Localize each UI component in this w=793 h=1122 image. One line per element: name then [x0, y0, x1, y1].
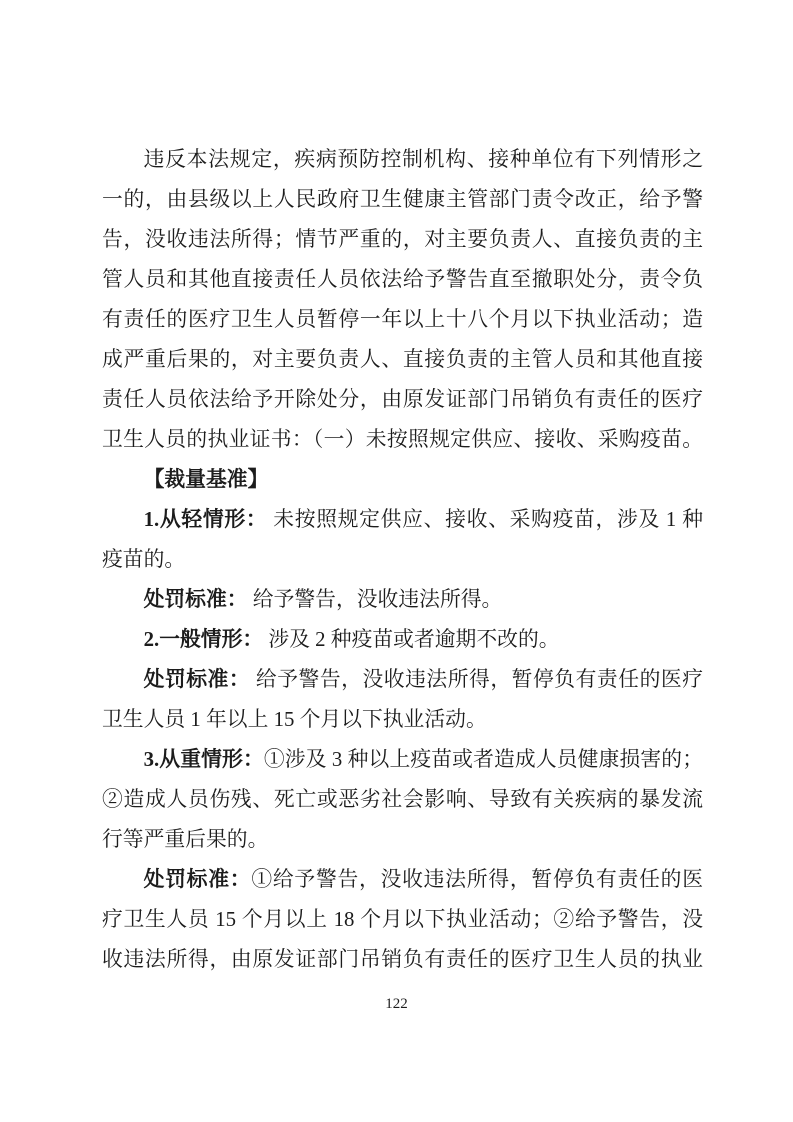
text-run: 成严重后果的，对主要负责人、直接负责的主管人员和其他直接 [102, 348, 703, 371]
text-line [102, 420, 703, 460]
page-number: 122 [385, 996, 408, 1012]
text-line [102, 260, 703, 300]
text-line [102, 620, 703, 660]
bold-label: 2.一般情形： [143, 628, 264, 651]
bold-label: 处罚标准： [143, 668, 251, 691]
text-run: ①涉及 3 种以上疫苗或者造成人员健康损害的； [263, 748, 703, 771]
text-run: 违反本法规定，疾病预防控制机构、接种单位有下列情形之 [143, 148, 703, 171]
text-run: 告，没收违法所得；情节严重的，对主要负责人、直接负责的主 [102, 228, 703, 251]
text-line [102, 540, 703, 580]
text-line [102, 340, 703, 380]
text-line [102, 220, 703, 260]
text-line [102, 380, 703, 420]
text-line [102, 900, 703, 940]
bold-label: 3.从重情形： [143, 748, 264, 771]
text-line [102, 940, 703, 980]
text-line [102, 500, 703, 540]
text-line [102, 660, 703, 700]
text-run: 卫生人员 1 年以上 15 个月以下执业活动。 [102, 708, 487, 731]
text-run: 一的，由县级以上人民政府卫生健康主管部门责令改正，给予警 [102, 188, 703, 211]
text-line [102, 140, 703, 180]
bold-label: 处罚标准： [143, 588, 248, 611]
text-line [102, 580, 703, 620]
text-run: 未按照规定供应、接收、采购疫苗，涉及 1 种 [267, 508, 703, 531]
text-run: ①给予警告，没收违法所得，暂停负有责任的医 [251, 868, 704, 891]
text-run: 疗卫生人员 15 个月以上 18 个月以下执业活动；②给予警告，没 [102, 908, 703, 931]
text-line [102, 700, 703, 740]
text-run: 管人员和其他直接责任人员依法给予警告直至撤职处分，责令负 [102, 268, 703, 291]
bold-label: 【裁量基准】 [143, 468, 269, 491]
text-run: 给予警告，没收违法所得，暂停负有责任的医疗 [250, 668, 703, 691]
text-run: 疫苗的。 [102, 548, 186, 571]
document-body [102, 140, 703, 980]
bold-label: 处罚标准： [143, 868, 252, 891]
text-line [102, 180, 703, 220]
text-run: 卫生人员的执业证书：（一）未按照规定供应、接收、采购疫苗。 [102, 428, 703, 451]
bold-label: 1.从轻情形： [143, 508, 268, 531]
text-run: 涉及 2 种疫苗或者逾期不改的。 [263, 628, 560, 651]
text-line [102, 460, 703, 500]
text-line [102, 740, 703, 780]
text-line [102, 780, 703, 820]
text-run: 收违法所得，由原发证部门吊销负有责任的医疗卫生人员的执业 [102, 948, 703, 971]
text-line [102, 300, 703, 340]
text-line [102, 860, 703, 900]
text-run: 有责任的医疗卫生人员暂停一年以上十八个月以下执业活动；造 [102, 308, 703, 331]
text-line [102, 820, 703, 860]
text-run: 给予警告，没收违法所得。 [247, 588, 503, 611]
text-run: ②造成人员伤残、死亡或恶劣社会影响、导致有关疾病的暴发流 [102, 788, 703, 811]
text-run: 责任人员依法给予开除处分，由原发证部门吊销负有责任的医疗 [102, 388, 703, 411]
text-run: 行等严重后果的。 [102, 828, 269, 851]
